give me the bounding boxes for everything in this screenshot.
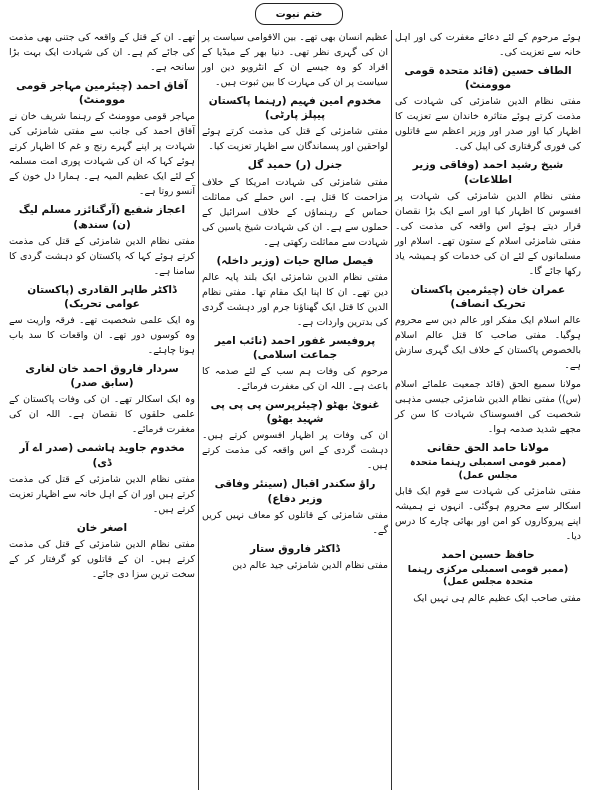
statement-heading: الطاف حسین (قائد متحدہ قومی موومنٹ) [404, 65, 572, 92]
statement-text: مرحوم کی وفات ہم سب کے لئے صدمہ کا باعث ہے۔ اللہ ان کی مغفرت فرمائے۔ [202, 366, 388, 393]
statement-block [9, 362, 195, 437]
statement-heading: عمران خان (چیئرمین پاکستان تحریک انصاف) [410, 283, 566, 310]
statement-text: مولانا سمیع الحق (قائد جمعیت علمائے اسلام (س)) مفتی نظام الدین شامزئی جیسی مذہبی شخصیت کی افسوسناک شہادت کا سن کر مجھے شدید صدمہ ہوا۔ [395, 379, 581, 436]
statement-subheading: (ممبر قومی اسمبلی رہنما متحدہ مجلس عمل) [409, 457, 567, 481]
statement-block [9, 79, 195, 199]
statement-text: مفتی نظام الدین شامزئی کی شہادت کی مذمت کرتے ہوئے متاثرہ خاندان سے تعزیت کا اظہار کیا اور صدر اور وزیر اعظم سے قاتلوں کی فوری گرفتاری کی اپیل کی۔ [395, 96, 581, 153]
statement-text: مفتی شامزئی کی شہادت سے قوم ایک قابل اسکالر سے محروم ہوگئی۔ انہوں نے ہمیشہ اپنے پیروکاروں کو امن اور بھائی چارے کا درس دیا۔ [395, 485, 581, 542]
statement-text: مفتی صاحب ایک عظیم عالم ہی نہیں ایک [413, 592, 581, 604]
statement-subheading: (ممبر قومی اسمبلی مرکزی رہنما متحدہ مجلس عمل) [407, 564, 569, 588]
statement-text: عالم اسلام ایک مفکر اور عالم دین سے محروم ہوگیا۔ مفتی صاحب کا قتل عالم اسلام بالخصوص پاکستان کے خلاف ایک گہری سازش ہے۔ [395, 315, 581, 372]
statement-block [395, 283, 581, 373]
statement-heading: اعجاز شفیع (آرگنائزر مسلم لیگ (ن) سندھ) [18, 204, 186, 231]
statement-text: مفتی شامزئی کے قاتلوں کو معاف نہیں کریں گے۔ [202, 509, 388, 536]
statement-text: مفتی نظام الدین شامزئی کے قتل کی مذمت کرتے ہوئے کہا کہ پاکستان کو دہشت گردی کا سامنا ہے۔ [9, 235, 195, 277]
statement-text: مفتی نظام الدین شامزئی جید عالم دین [232, 559, 388, 571]
statement-block [202, 542, 388, 573]
statement-heading: راؤ سکندر اقبال (سینئر وفاقی وزیر دفاع) [214, 478, 376, 505]
statement-block [202, 477, 388, 537]
statement-block [395, 377, 581, 437]
statement-block [9, 441, 195, 516]
statement-heading: جنرل (ر) حمید گل [247, 159, 343, 172]
statement-text: وہ ایک علمی شخصیت تھے۔ فرقہ واریت سے وہ کوسوں دور تھے۔ ان واقعات کا سد باب ہونا چاہئے۔ [9, 315, 195, 357]
statement-heading: آفاق احمد (چیئرمین مہاجر قومی موومنٹ) [16, 80, 188, 107]
statement-block [202, 334, 388, 394]
statement-block [202, 398, 388, 473]
statement-block [395, 158, 581, 278]
statement-block [395, 64, 581, 154]
statement-text: مفتی شامزئی کے قتل کی مذمت کرتے ہوئے لواحقین اور پسماندگان سے اظہار تعزیت کیا۔ [202, 126, 388, 153]
statement-text: وہ ایک اسکالر تھے۔ ان کی وفات پاکستان کے علمی حلقوں کا نقصان ہے۔ اللہ ان کی مغفرت فرمائے۔ [9, 394, 195, 436]
statement-block [202, 158, 388, 249]
statement-text: مفتی نظام الدین شامزئی کی شہادت پر افسوس کا اظہار کیا اور اسے ایک بڑا نقصان قرار دیتے ہوئے اس واقعہ کی مذمت کی۔ مفتی شامزئی اسلام کے ستون تھے۔ اسلام اور مسلمانوں کے لئے ان کی خدمات کو ہمیشہ یاد رکھا جائے گا۔ [395, 190, 581, 277]
statement-heading: غنویٰ بھٹو (چیئرپرسن پی پی پی شہید بھٹو) [210, 399, 380, 426]
statement-heading: مخدوم جاوید ہاشمی (صدر اے آر ڈی) [19, 442, 185, 469]
statement-block [395, 30, 581, 60]
column-middle [199, 30, 392, 790]
statement-heading: مولانا حامد الحق حقانی [426, 442, 550, 455]
statement-block [9, 521, 195, 582]
magazine-logo: ختم نبوت [255, 3, 343, 25]
statement-text: تھے۔ ان کے قتل کے واقعہ کی جتنی بھی مذمت کی جائے کم ہے۔ ان کی شہادت ایک بہت بڑا سانحہ ہے۔ [9, 32, 195, 73]
statement-text: مفتی نظام الدین شامزئی کے قتل کی مذمت کرتے ہیں اور ان کے اہل خانہ سے اظہار تعزیت کرتے ہیں۔ [9, 473, 195, 515]
statement-heading: سردار فاروق احمد خان لغاری (سابق صدر) [25, 363, 179, 390]
article-columns [6, 30, 584, 790]
statement-text: مفتی شامزئی کی شہادت امریکا کے خلاف مزاحمت کا قتل ہے۔ اس حملے کی مماثلت حماس کے رہنماؤں کے خلاف اسرائیل کے حملوں سے ہے۔ ان کی شہادت شیخ یاسین کی شہادت سے مماثلت رکھتی ہے۔ [202, 176, 388, 248]
statement-text: عظیم انسان بھی تھے۔ بین الاقوامی سیاست پر ان کی گہری نظر تھی۔ دنیا بھر کے میڈیا کے افراد کو وہ جیسے ان کے انٹرویو دین اور سیاست پر ان کی مہارت کا بین ثبوت ہیں۔ [202, 32, 388, 88]
column-right [392, 30, 584, 790]
statement-block [202, 30, 388, 90]
statement-block [9, 283, 195, 358]
statement-block [395, 548, 581, 606]
column-left [6, 30, 199, 790]
statement-heading: ڈاکٹر طاہر القادری (پاکستان عوامی تحریک) [27, 283, 177, 310]
statement-heading: اصغر خان [76, 521, 128, 534]
statement-block [202, 94, 388, 154]
statement-text: مفتی نظام الدین شامزئی ایک بلند پایہ عالم دین تھے۔ ان کا اپنا ایک مقام تھا۔ مفتی نظام الدین کا قتل ایک گھناؤنا جرم اور دہشت گردی کی بدترین واردات ہے۔ [202, 271, 388, 328]
statement-block [395, 441, 581, 544]
statement-heading: ڈاکٹر فاروق ستار [250, 542, 340, 555]
statement-text: ہوئے مرحوم کے لئے دعائے مغفرت کی اور اہل خانہ سے تعزیت کی۔ [395, 32, 581, 58]
statement-heading: شیخ رشید احمد (وفاقی وزیر اطلاعات) [412, 159, 564, 186]
statement-heading: فیصل صالح حیات (وزیر داخلہ) [216, 254, 374, 267]
statement-heading: پروفیسر غفور احمد (نائب امیر جماعت اسلامی) [214, 334, 376, 361]
statement-heading: مخدوم امین فہیم (رہنما پاکستان پیپلز پارٹی) [208, 95, 382, 122]
statement-block [9, 30, 195, 75]
statement-block [202, 254, 388, 330]
statement-block [9, 203, 195, 278]
statement-text: ان کی وفات پر اظہار افسوس کرتے ہیں۔ دہشت گردی کے اس واقعہ کی مذمت کرتے ہیں۔ [202, 430, 388, 472]
statement-heading: حافظ حسین احمد [441, 548, 535, 561]
statement-text: مفتی نظام الدین شامزئی کے قتل کی مذمت کرتے ہیں۔ ان کے قاتلوں کو گرفتار کر کے سخت ترین سزا دی جائے۔ [9, 538, 195, 580]
statement-text: مہاجر قومی موومنٹ کے رہنما شریف خان نے آفاق احمد کی جانب سے مفتی شامزئی کی شہادت پر اپنے گہرے رنج و غم کا اظہار کرتے ہوئے کہا کہ ان کی شہادت پوری امت مسلمہ کے لئے ایک عظیم المیہ ہے۔ ہمارا دل خون کے آنسو روتا ہے۔ [9, 111, 195, 198]
